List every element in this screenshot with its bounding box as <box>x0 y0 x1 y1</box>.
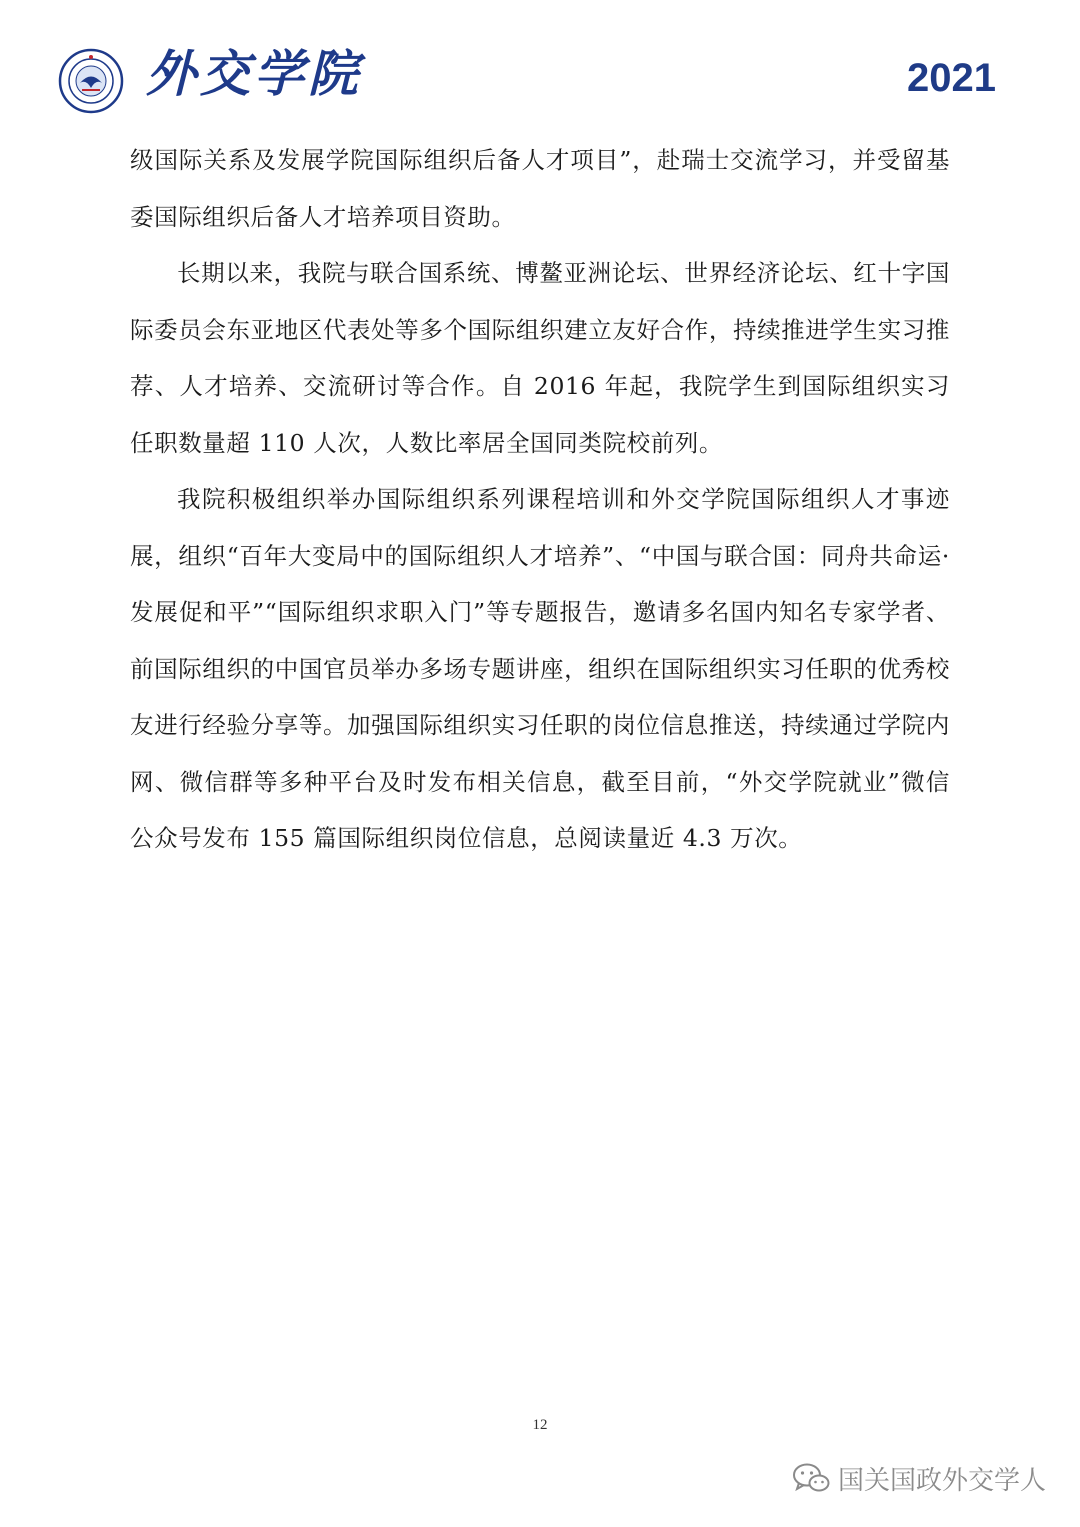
paragraph-partnerships: 长期以来，我院与联合国系统、博鳌亚洲论坛、世界经济论坛、红十字国际委员会东亚地区代表处等多个国际组织建立友好合作，持续推进学生实习推荐、人才培养、交流研讨等合作。自 2016 年起，我院学生到国际组织实习任职数量超 110 人次，人数比率居全国同类院校前列。 <box>130 259 950 457</box>
report-year: 2021 <box>907 56 996 100</box>
wechat-watermark <box>792 1460 1046 1496</box>
page-number: 12 <box>532 1417 548 1433</box>
body-text <box>130 132 950 867</box>
wechat-icon <box>792 1462 830 1494</box>
watermark-text: 国关国政外交学人 <box>837 1465 1046 1496</box>
page-header <box>0 0 1080 120</box>
university-emblem-icon <box>58 48 124 114</box>
paragraph-training: 我院积极组织举办国际组织系列课程培训和外交学院国际组织人才事迹展，组织“百年大变局中的国际组织人才培养”、“中国与联合国：同舟共命运·发展促和平”“国际组织求职入门”等专题报告，邀请多名国内知名专家学者、前国际组织的中国官员举办多场专题讲座，组织在国际组织实习任职的优秀校友进行经验分享等。加强国际组织实习任职的岗位信息推送，持续通过学院内网、微信群等多种平台及时发布相关信息，截至目前，“外交学院就业”微信公众号发布 155 篇国际组织岗位信息，总阅读量近 4.3 万次。 <box>130 485 950 852</box>
university-wordmark: 外交学院 <box>146 44 362 103</box>
paragraph-continued: 级国际关系及发展学院国际组织后备人才项目”，赴瑞士交流学习，并受留基委国际组织后备人才培养项目资助。 <box>130 146 950 231</box>
